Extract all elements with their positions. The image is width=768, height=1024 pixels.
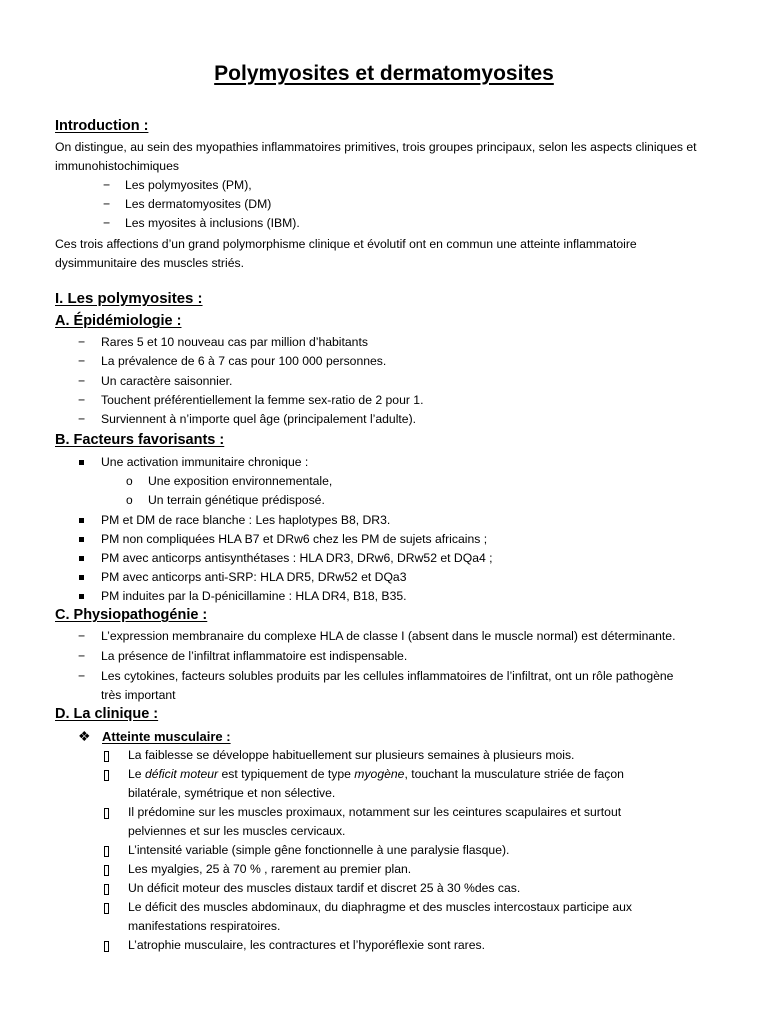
subsection-heading-c: C. Physiopathogénie : [55, 607, 208, 623]
dash-marker: − [78, 412, 86, 426]
list-item: PM et DM de race blanche : Les haplotypes B8, DR3. [101, 513, 391, 527]
dash-marker: − [78, 335, 86, 349]
list-item-text: , touchant la musculature striée de façon bilatérale, symétrique et non sélective. [128, 767, 624, 800]
list-item [128, 765, 678, 803]
list-item: Rares 5 et 10 nouveau cas par million d’habitants [101, 335, 368, 349]
unknown-glyph-icon [104, 846, 109, 857]
square-bullet-icon [79, 575, 84, 580]
list-item: L’expression membranaire du complexe HLA de classe I (absent dans le muscle normal) est déterminante. [101, 629, 676, 643]
list-item: Les myalgies, 25 à 70 % , rarement au premier plan. [128, 862, 412, 876]
list-item: PM avec anticorps anti-SRP: HLA DR5, DRw52 et DQa3 [101, 570, 407, 584]
section-heading: I. Les polymyosites : [55, 290, 203, 307]
square-bullet-icon [79, 518, 84, 523]
circle-bullet-icon: o [126, 493, 133, 507]
dash-marker: − [78, 629, 86, 643]
dash-marker: − [103, 216, 111, 230]
list-item: La faiblesse se développe habituellement sur plusieurs semaines à plusieurs mois. [128, 748, 575, 762]
dash-marker: − [78, 649, 86, 663]
intro-paragraph-1: On distingue, au sein des myopathies inflammatoires primitives, trois groupes principaux, selon les aspects cliniques et immunohistochimiques [55, 140, 697, 173]
list-item: PM avec anticorps antisynthétases : HLA DR3, DRw6, DRw52 et DQa4 ; [101, 551, 493, 565]
document-title: Polymyosites et dermatomyosites [214, 62, 554, 85]
dash-marker: − [78, 354, 86, 368]
list-item: Une activation immunitaire chronique : [101, 455, 309, 469]
dash-marker: − [78, 393, 86, 407]
list-item: Il prédomine sur les muscles proximaux, notamment sur les ceintures scapulaires et surtout pelviennes et sur les muscles cervicaux. [128, 805, 622, 838]
list-item: L’intensité variable (simple gêne fonctionnelle à une paralysie flasque). [128, 843, 510, 857]
dash-marker: − [78, 669, 86, 683]
list-item: Surviennent à n’importe quel âge (principalement l’adulte). [101, 412, 417, 426]
list-item: Le déficit des muscles abdominaux, du diaphragme et des muscles intercostaux participe aux manifestations respiratoires. [128, 900, 633, 933]
dash-marker: − [103, 197, 111, 211]
subsection-heading-d: D. La clinique : [55, 706, 159, 722]
list-item: La présence de l’infiltrat inflammatoire est indispensable. [101, 649, 408, 663]
intro-list-item: Les dermatomyosites (DM) [125, 197, 272, 211]
sub-list-item: Une exposition environnementale, [148, 474, 333, 488]
unknown-glyph-icon [104, 941, 109, 952]
list-item: PM induites par la D-pénicillamine : HLA DR4, B18, B35. [101, 589, 407, 603]
list-item: Touchent préférentiellement la femme sex-ratio de 2 pour 1. [101, 393, 424, 407]
list-item: Un déficit moteur des muscles distaux tardif et discret 25 à 30 %des cas. [128, 881, 521, 895]
dash-marker: − [103, 178, 111, 192]
italic-term: déficit moteur [144, 767, 219, 781]
list-item: PM non compliquées HLA B7 et DRw6 chez les PM de sujets africains ; [101, 532, 488, 546]
unknown-glyph-icon [104, 865, 109, 876]
list-item: Les cytokines, facteurs solubles produits par les cellules inflammatoires de l’infiltrat, ont un rôle pathogène très important [101, 669, 674, 702]
intro-paragraph-2: Ces trois affections d’un grand polymorphisme clinique et évolutif ont en commun une atteinte inflammatoire dysimmunitaire des muscles striés. [55, 237, 637, 270]
unknown-glyph-icon [104, 770, 109, 781]
diamond-bullet-icon: ❖ [78, 728, 91, 744]
dash-marker: − [78, 374, 86, 388]
square-bullet-icon [79, 537, 84, 542]
square-bullet-icon [79, 556, 84, 561]
list-item-text: est typiquement de type [218, 767, 355, 781]
list-item: L’atrophie musculaire, les contractures et l’hyporéflexie sont rares. [128, 938, 485, 952]
sub-list-item: Un terrain génétique prédisposé. [148, 493, 325, 507]
intro-heading: Introduction : [55, 118, 149, 134]
list-item-text: Le [128, 767, 145, 781]
intro-list-item: Les polymyosites (PM), [125, 178, 252, 192]
list-item: Un caractère saisonnier. [101, 374, 233, 388]
unknown-glyph-icon [104, 808, 109, 819]
unknown-glyph-icon [104, 751, 109, 762]
circle-bullet-icon: o [126, 474, 133, 488]
italic-term: myogène [354, 767, 405, 781]
unknown-glyph-icon [104, 884, 109, 895]
square-bullet-icon [79, 594, 84, 599]
intro-list-item: Les myosites à inclusions (IBM). [125, 216, 300, 230]
square-bullet-icon [79, 460, 84, 465]
subsection-heading-b: B. Facteurs favorisants : [55, 432, 225, 448]
unknown-glyph-icon [104, 903, 109, 914]
clinical-subheading: Atteinte musculaire : [102, 729, 231, 744]
subsection-heading-a: A. Épidémiologie : [55, 313, 182, 329]
list-item: La prévalence de 6 à 7 cas pour 100 000 personnes. [101, 354, 387, 368]
